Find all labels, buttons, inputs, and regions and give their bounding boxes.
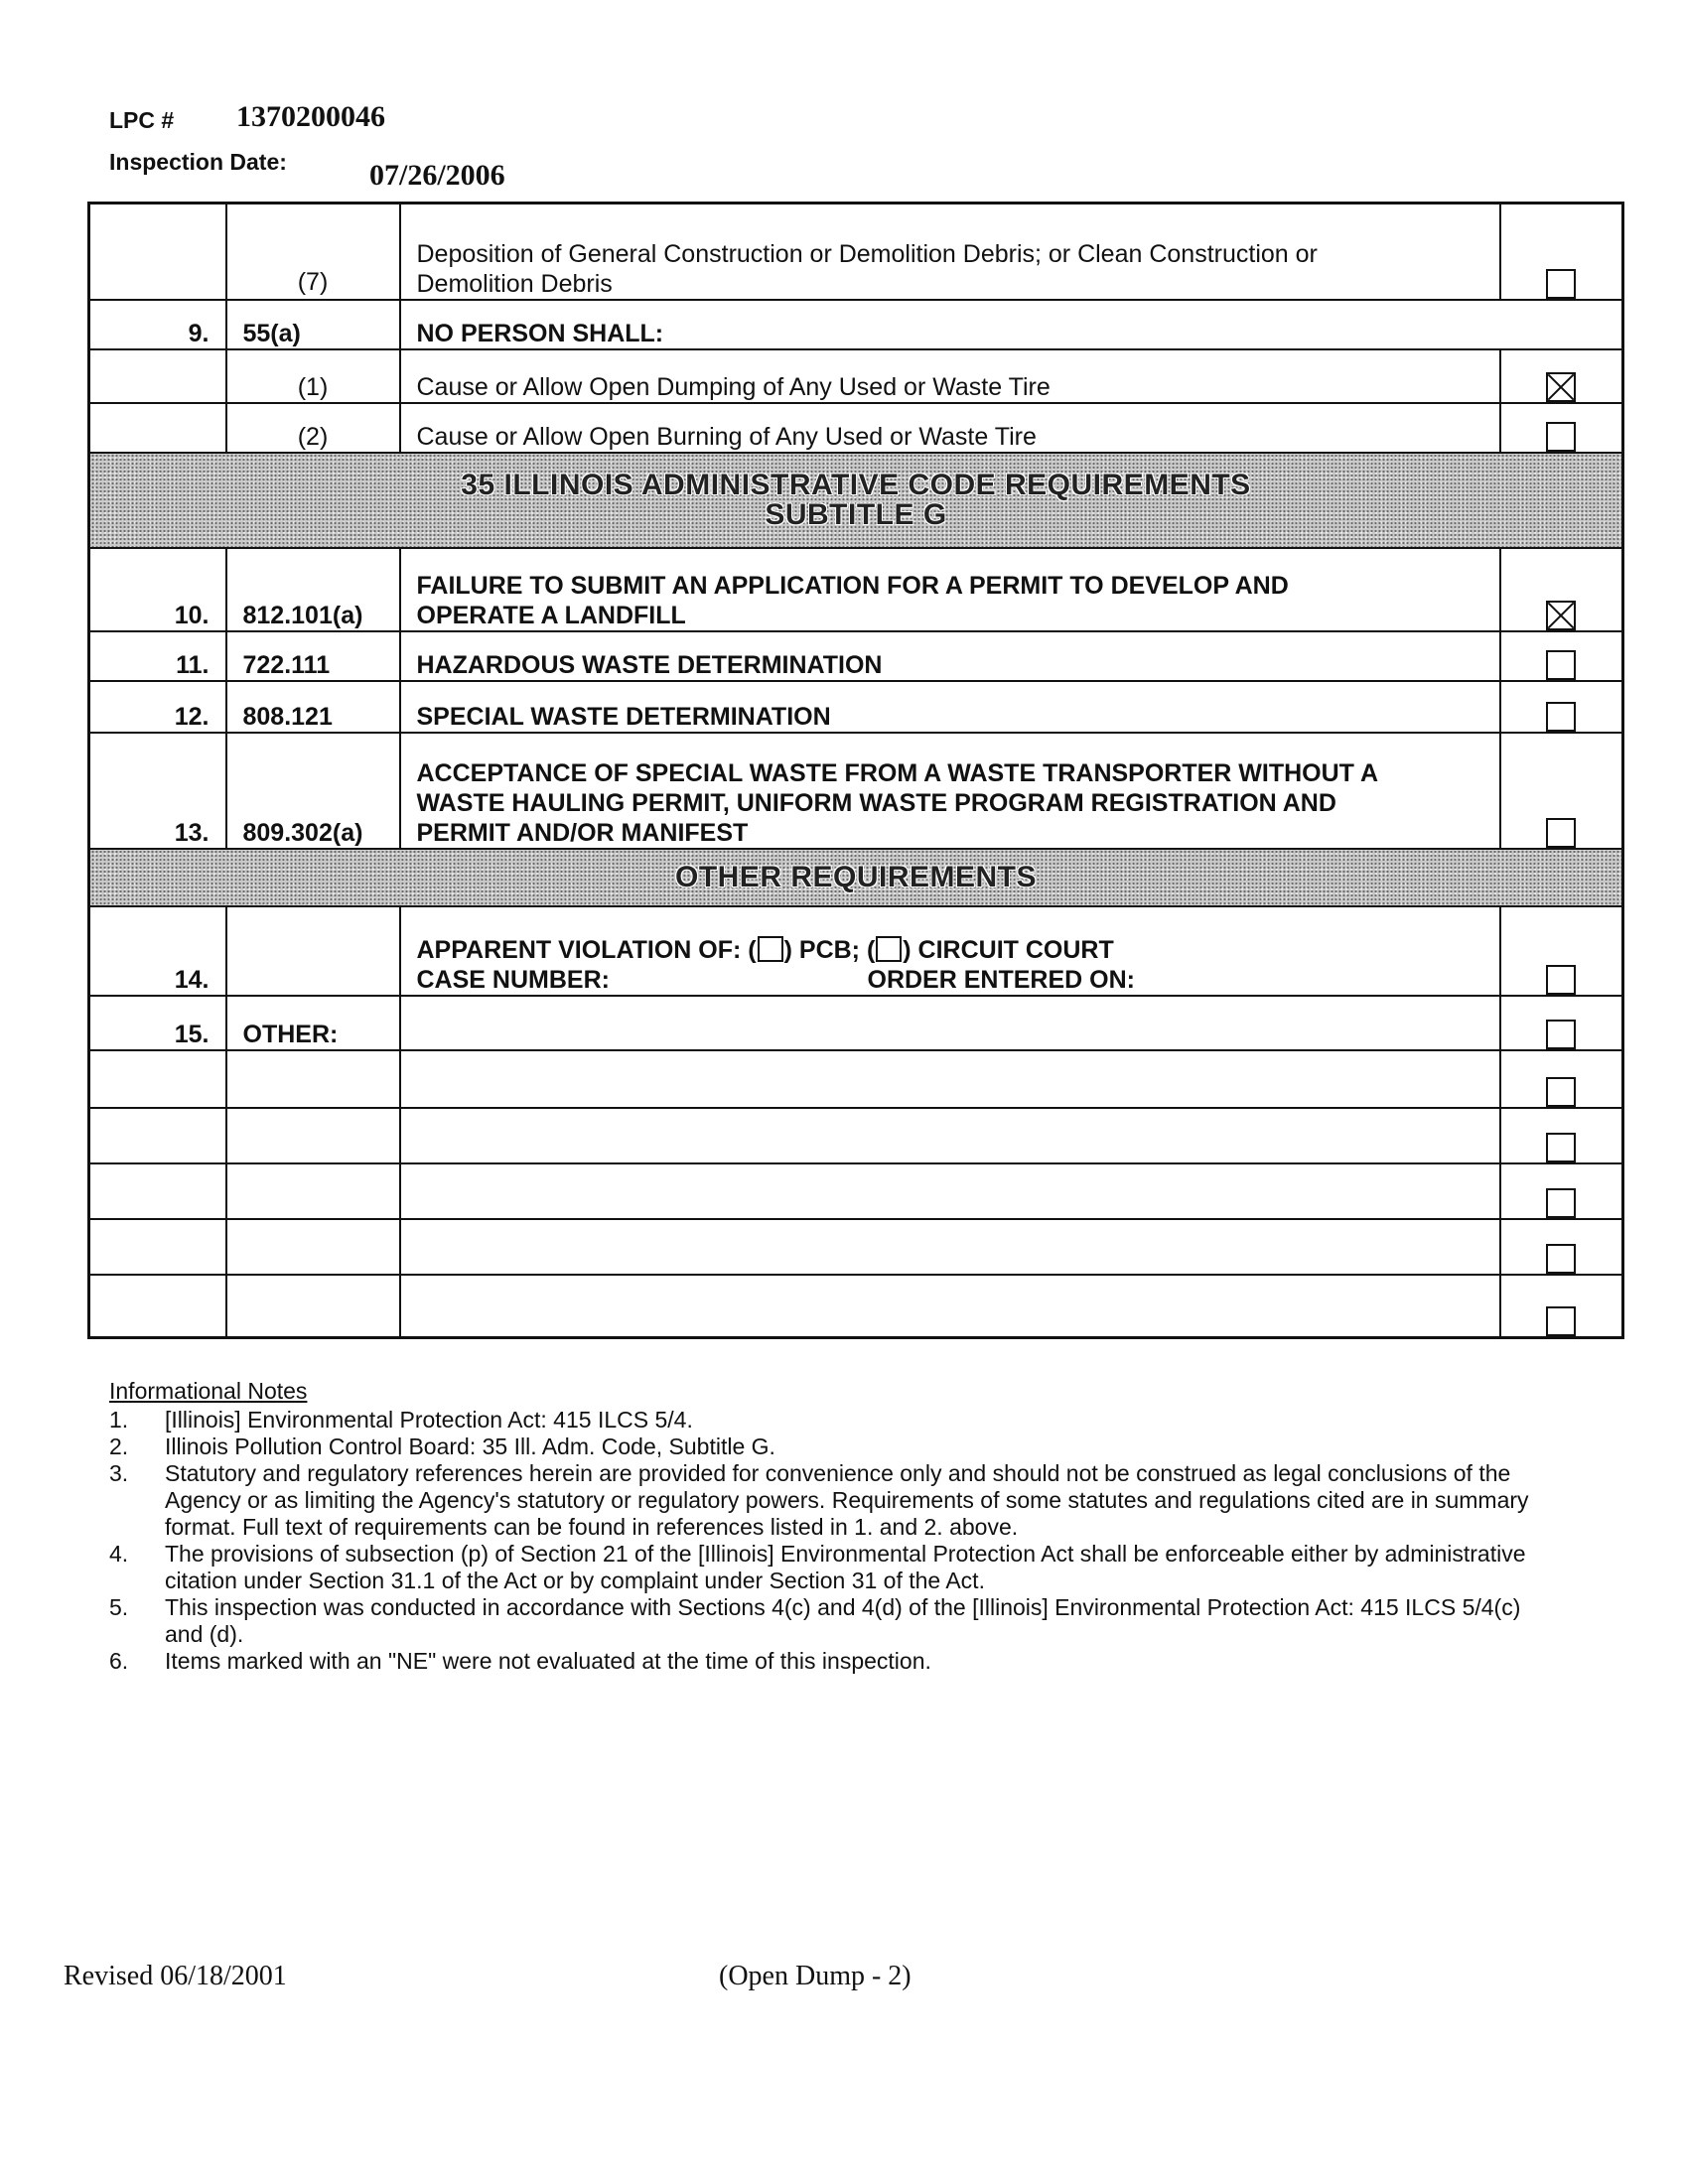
section-reference [226,906,400,996]
informational-notes [109,1378,1539,1675]
inspection-date-label: Inspection Date: [109,149,287,175]
note-number: 1. [109,1407,129,1433]
violation-checkbox-cell [1500,1163,1623,1219]
blank-cell [89,1219,226,1275]
item-number: 11. [89,631,226,681]
violation-checkbox[interactable] [1546,965,1576,995]
pcb-label: ) PCB; ( [783,935,876,964]
table-row [89,204,1623,300]
section-reference: 812.101(a) [226,548,400,631]
blank-cell [400,1108,1500,1163]
violation-checkbox[interactable] [1546,1077,1576,1107]
item-description: Cause or Allow Open Burning of Any Used or Waste Tire [400,403,1500,453]
blank-cell [400,1219,1500,1275]
lpc-label: LPC # [109,107,175,133]
blank-cell [400,1275,1500,1338]
violation-checkbox-cell [1500,1108,1623,1163]
note-number: 5. [109,1594,129,1620]
violation-checkbox-cell [1500,204,1623,300]
violation-checkbox[interactable] [1546,1020,1576,1049]
violation-checkbox-cell [1500,1275,1623,1338]
table-row [89,681,1623,733]
pcb-checkbox[interactable] [758,936,783,962]
section-band-title [89,453,1623,548]
table-row [89,1163,1623,1219]
section-reference: OTHER: [226,996,400,1050]
blank-cell [226,1108,400,1163]
note-text: This inspection was conducted in accordance with Sections 4(c) and 4(d) of the [Illinois] Environmental Protection Act: 415 ILCS 5/4(c) and (d). [165,1594,1521,1647]
note-item [109,1594,1539,1648]
table-row [89,1275,1623,1338]
description-line: OPERATE A LANDFILL [416,601,686,629]
table-row [89,1050,1623,1108]
note-item [109,1648,1539,1675]
subsection: (2) [226,403,400,453]
item-description: HAZARDOUS WASTE DETERMINATION [400,631,1500,681]
note-text: Statutory and regulatory references herein are provided for convenience only and should not be construed as legal conclusions of the Agency or as limiting the Agency's statutory or regulatory powers. Requirements of some statutes and regulations cited are in summary format. Full text of requirements can be found in references listed in 1. and 2. above. [165,1460,1529,1540]
item-number: 15. [89,996,226,1050]
circuit-court-label: ) CIRCUIT COURT [903,935,1114,964]
item-number: 12. [89,681,226,733]
blank-cell [89,1050,226,1108]
section-reference: 722.111 [226,631,400,681]
blank-cell [89,1108,226,1163]
violation-checkbox-cell [1500,349,1623,403]
violation-checkbox[interactable] [1546,650,1576,680]
table-row [89,300,1623,349]
table-row [89,1108,1623,1163]
item-description: Cause or Allow Open Dumping of Any Used or Waste Tire [400,349,1500,403]
item-number: 13. [89,733,226,849]
table-row [89,996,1623,1050]
note-item [109,1460,1539,1541]
violation-checkbox-cell [1500,1050,1623,1108]
blank-cell [400,1050,1500,1108]
blank-cell [89,1163,226,1219]
violation-checkbox-cell [1500,631,1623,681]
note-item [109,1407,1539,1433]
lpc-header [109,100,385,134]
subsection [226,204,400,300]
table-row [89,349,1623,403]
item-number [89,349,226,403]
violation-checkbox[interactable] [1546,1306,1576,1336]
inspection-checklist-table [87,202,1624,1339]
item-description: NO PERSON SHALL: [400,300,1623,349]
inspection-date-value: 07/26/2006 [369,159,505,192]
note-text: Illinois Pollution Control Board: 35 Ill. Adm. Code, Subtitle G. [165,1433,775,1459]
blank-cell [400,1163,1500,1219]
blank-cell [89,1275,226,1338]
violation-checkbox[interactable] [1546,422,1576,452]
case-number-label: CASE NUMBER: [416,965,610,994]
band-line: SUBTITLE G [765,497,947,531]
item-number: 9. [89,300,226,349]
violation-checkbox[interactable] [1546,1133,1576,1162]
description-line: FAILURE TO SUBMIT AN APPLICATION FOR A PERMIT TO DEVELOP AND [416,571,1289,600]
section-reference: 809.302(a) [226,733,400,849]
violation-checkbox[interactable] [1546,702,1576,732]
revision-date: Revised 06/18/2001 [64,1961,287,1991]
violation-checkbox-checked[interactable] [1546,601,1576,630]
note-number: 4. [109,1541,129,1567]
subsection-label: (7) [297,267,329,296]
table-row [89,548,1623,631]
item-description: SPECIAL WASTE DETERMINATION [400,681,1500,733]
item-number [89,403,226,453]
note-number: 6. [109,1648,129,1674]
section-reference: 808.121 [226,681,400,733]
note-text: [Illinois] Environmental Protection Act: 415 ILCS 5/4. [165,1407,693,1433]
note-item [109,1433,1539,1460]
violation-checkbox[interactable] [1546,818,1576,848]
violation-checkbox-cell [1500,733,1623,849]
violation-checkbox[interactable] [1546,269,1576,299]
table-row [89,733,1623,849]
circuit-court-checkbox[interactable] [876,936,902,962]
violation-checkbox[interactable] [1546,1244,1576,1274]
violation-checkbox-cell [1500,1219,1623,1275]
order-entered-label: ORDER ENTERED ON: [867,965,1135,994]
item-number [89,204,226,300]
note-item [109,1541,1539,1594]
blank-cell [226,1163,400,1219]
note-text: Items marked with an "NE" were not evaluated at the time of this inspection. [165,1648,931,1674]
section-band [89,849,1623,906]
table-row [89,1219,1623,1275]
blank-cell [226,1050,400,1108]
section-band [89,453,1623,548]
description-line: Demolition Debris [416,269,613,298]
description-line: Deposition of General Construction or Demolition Debris; or Clean Construction or [416,239,1318,268]
description-line [417,935,1483,965]
item-number: 14. [89,906,226,996]
section-band-title [89,849,1623,906]
subsection: (1) [226,349,400,403]
note-text: The provisions of subsection (p) of Section 21 of the [Illinois] Environmental Protection Act shall be enforceable either by administrative citation under Section 31.1 of the Act or by complaint under Section 31 of the Act. [165,1541,1526,1593]
violation-checkbox-cell [1500,548,1623,631]
item-description [400,906,1500,996]
description-line: PERMIT AND/OR MANIFEST [416,818,749,847]
violation-checkbox-cell [1500,906,1623,996]
item-number: 10. [89,548,226,631]
table-row [89,403,1623,453]
violation-checkbox-cell [1500,681,1623,733]
description-line: ACCEPTANCE OF SPECIAL WASTE FROM A WASTE TRANSPORTER WITHOUT A [416,758,1379,787]
violation-of-label: APPARENT VIOLATION OF: ( [416,935,757,964]
item-description [400,204,1500,300]
description-line [417,965,1483,995]
blank-cell [226,1219,400,1275]
band-line: OTHER REQUIREMENTS [674,860,1038,893]
lpc-number: 1370200046 [236,100,385,133]
violation-checkbox-cell [1500,996,1623,1050]
item-description [400,733,1500,849]
band-line: 35 ILLINOIS ADMINISTRATIVE CODE REQUIREMENTS [461,468,1251,501]
inspection-date-header [109,149,505,192]
violation-checkbox-checked[interactable] [1546,372,1576,402]
form-name: (Open Dump - 2) [719,1961,912,1991]
violation-checkbox[interactable] [1546,1188,1576,1218]
item-description [400,996,1500,1050]
note-number: 2. [109,1433,129,1459]
blank-cell [226,1275,400,1338]
item-description [400,548,1500,631]
description-line: WASTE HAULING PERMIT, UNIFORM WASTE PROGRAM REGISTRATION AND [416,788,1336,817]
violation-checkbox-cell [1500,403,1623,453]
table-row [89,906,1623,996]
table-row [89,631,1623,681]
section-reference: 55(a) [226,300,400,349]
notes-title: Informational Notes [109,1378,308,1404]
note-number: 3. [109,1460,129,1486]
